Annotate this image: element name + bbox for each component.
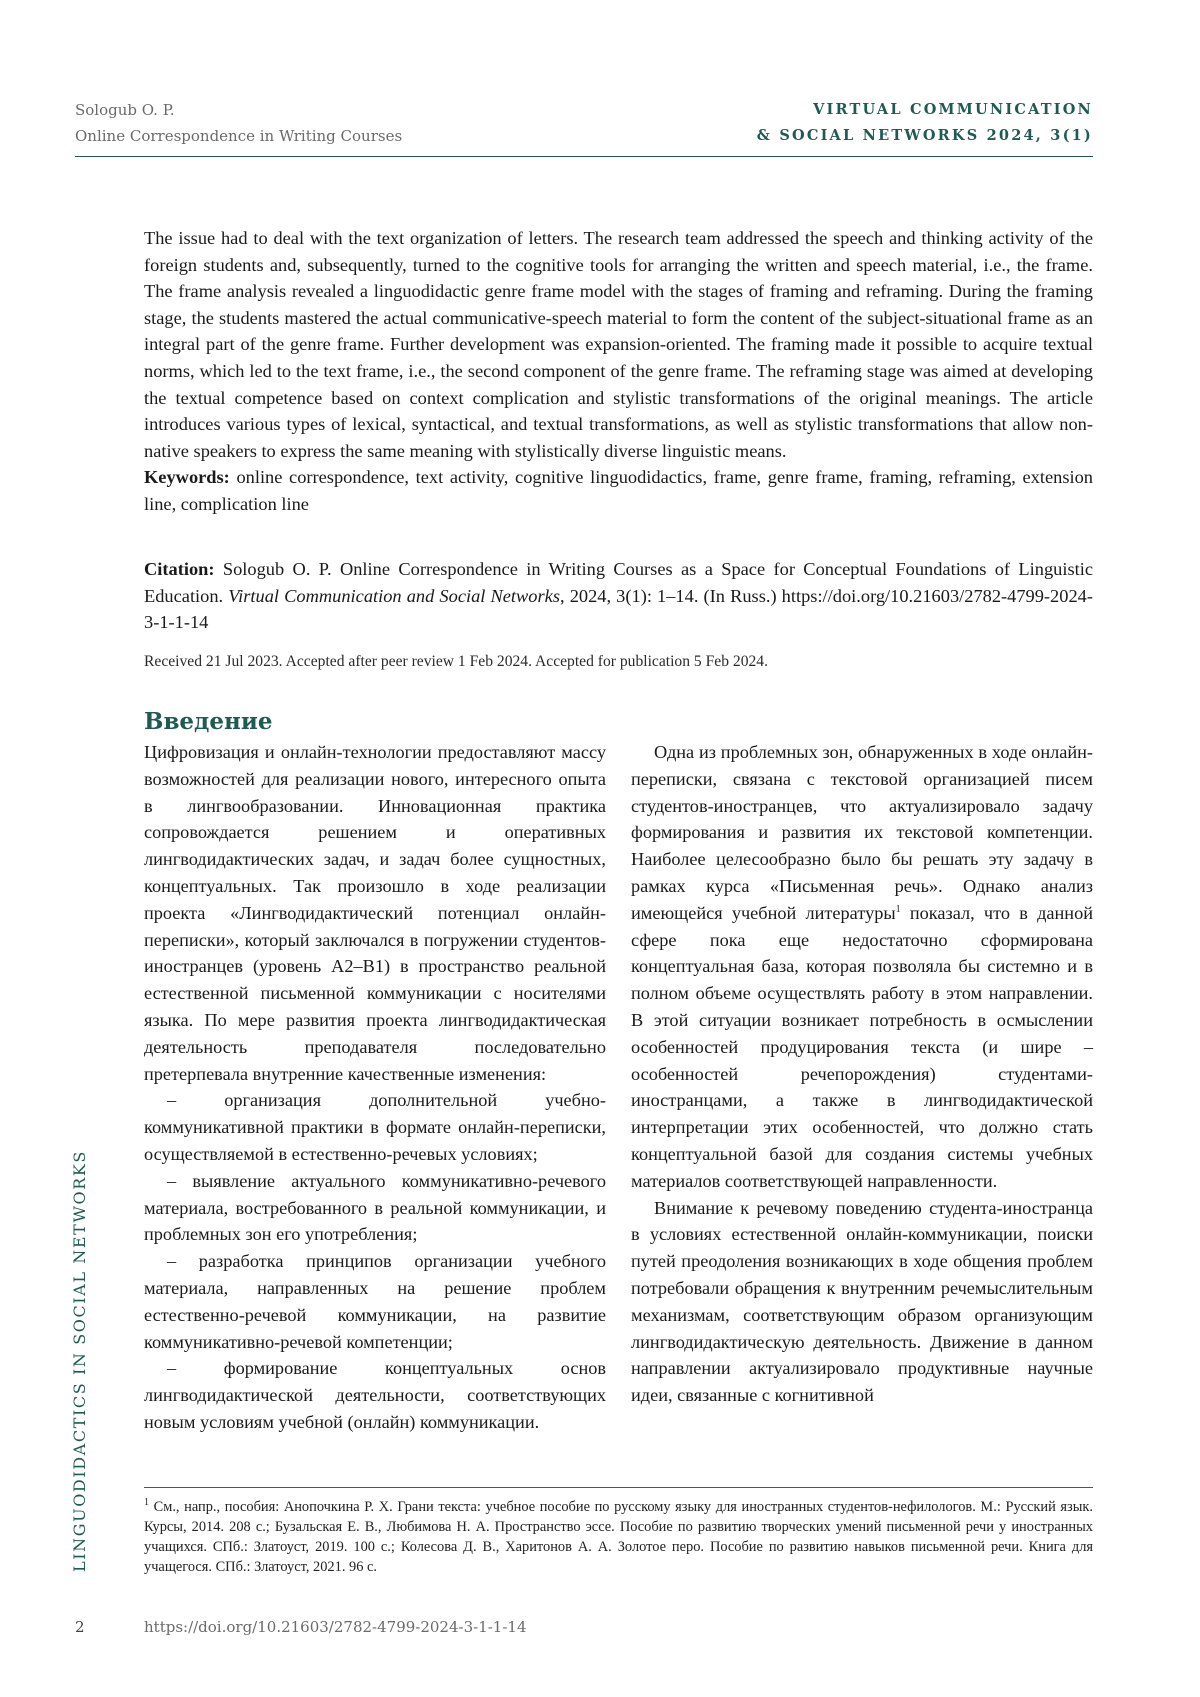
paragraph: Внимание к речевому поведению студента-иностранца в условиях естественной онлайн-коммуникации, поиски путей преодоления возникающих в ходе общения проблем потребовали обращения к внутренним речемыслительным механизмам, соответствующим образом организующим лингводидактическую деятельность. Движение в данном направлении актуализировало продуктивные научные идеи, связанные с когнитивной [631, 1197, 1093, 1406]
list-item: – разработка принципов организации учебного материала, направленных на решение проблем естественно-речевой коммуникации, на развитие коммуникативно-речевой компетенции; [144, 1251, 606, 1352]
footnote [144, 1497, 1093, 1577]
right-column [631, 739, 1093, 1409]
header-divider [75, 156, 1093, 157]
footnote-divider [144, 1487, 1093, 1488]
intro-paragraph: Цифровизация и онлайн-технологии предоставляют массу возможностей для реализации нового, интересного опыта в лингвообразовании. Инновационная практика сопровождается решением и оперативных лингводидактических задач, и задач более сущностных, концептуальных. Так произошло в ходе реализации проекта «Лингводидактический потенциал онлайн-переписки», который заключался в погружении студентов-иностранцев (уровень А2–В1) в пространство реальной естественной письменной коммуникации с носителями языка. По мере развития проекта лингводидактическая деятельность преподавателя последовательно претерпевала внутренние качественные изменения: [144, 742, 606, 1084]
journal-header [757, 97, 1093, 149]
section-heading: Введение [144, 708, 273, 735]
list-item: – формирование концептуальных основ лингводидактической деятельности, соответствующих новым условиям учебной (онлайн) коммуникации. [144, 1358, 606, 1432]
journal-title-line1: VIRTUAL COMMUNICATION [813, 101, 1093, 118]
page-number: 2 [75, 1618, 85, 1636]
paragraph-text: Одна из проблемных зон, обнаруженных в ходе онлайн-переписки, связана с текстовой организацией писем студентов-иностранцев, что актуализировало задачу формирования и развития их текстовой компетенции. Наиболее целесообразно было бы решать эту задачу в рамках курса «Письменная речь». Однако анализ имеющейся учебной литературы [631, 742, 1093, 923]
header-author: Sologub O. P. [75, 101, 175, 119]
keywords-label: Keywords: [144, 467, 230, 488]
footnote-reference[interactable]: 1 [895, 903, 901, 915]
keywords-text: online correspondence, text activity, cognitive linguodidactics, frame, genre frame, framing, reframing, extension line, complication line [144, 467, 1093, 514]
citation-text-after: , 2024, 3(1): 1–14. (In Russ.) https://doi.org/10.21603/2782-4799-2024-3-1-1-14 [144, 585, 1093, 633]
paragraph [631, 739, 1093, 1195]
left-column [144, 739, 606, 1436]
abstract [144, 225, 1093, 518]
citation-journal: Virtual Communication and Social Networks [228, 585, 560, 606]
section-side-label: LINGUODIDACTICS IN SOCIAL NETWORKS [70, 1150, 89, 1572]
abstract-text: The issue had to deal with the text organization of letters. The research team addressed the speech and thinking activity of the foreign students and, subsequently, turned to the cognitive tools for arranging the written and speech material, i.e., the frame. The frame analysis revealed a linguodidactic genre frame model with the stages of framing and reframing. During the framing stage, the students mastered the actual communicative-speech material to form the content of the subject-situational frame as an integral part of the genre frame. Further development was expansion-oriented. The framing made it possible to acquire textual norms, which led to the text frame, i.e., the second component of the genre frame. The reframing stage was aimed at developing the textual competence based on context complication and stylistic transformations of the original meanings. The article introduces various types of lexical, syntactical, and textual transformations, as well as stylistic transformations that allow non-native speakers to express the same meaning with stylistically diverse linguistic means. [144, 228, 1093, 461]
footnote-number: 1 [144, 1497, 149, 1509]
citation-text-before: Sologub O. P. Online Correspondence in Writing Courses as a Space for Conceptual Foundations of Linguistic Education. [144, 559, 1093, 606]
received-dates: Received 21 Jul 2023. Accepted after peer review 1 Feb 2024. Accepted for publication 5 Feb 2024. [144, 653, 768, 670]
doi-link[interactable]: https://doi.org/10.21603/2782-4799-2024-3-1-1-14 [144, 1618, 527, 1636]
running-header-left [75, 97, 402, 149]
citation [144, 556, 1093, 636]
footnote-text: См., напр., пособия: Анопочкина Р. Х. Грани текста: учебное пособие по русскому языку для иностранных студентов-нефилологов. М.: Русский язык. Курсы, 2014. 208 с.; Бузальская Е. В., Любимова Н. А. Пространство эссе. Пособие по развитию творческих умений письменной речи у иностранных учащихся. СПб.: Златоуст, 2019. 100 с.; Колесова Д. В., Харитонов А. А. Золотое перо. Пособие по развитию навыков письменной речи. Книга для учащегося. СПб.: Златоуст, 2021. 96 с. [144, 1499, 1093, 1575]
list-item: – выявление актуального коммуникативно-речевого материала, востребованного в реальной коммуникации, и проблемных зон его употребления; [144, 1170, 606, 1245]
header-short-title: Online Correspondence in Writing Courses [75, 127, 403, 145]
journal-title-line2: & SOCIAL NETWORKS 2024, 3(1) [756, 127, 1093, 144]
keywords [144, 464, 1093, 517]
list-item: – организация дополнительной учебно-коммуникативной практики в формате онлайн-переписки, осуществляемой в естественно-речевых условиях; [144, 1090, 606, 1164]
paragraph-text: показал, что в данной сфере пока еще недостаточно сформирована концептуальная база, которая позволяла бы системно и в полном объеме осуществлять работу в этом направлении. В этой ситуации возникает потребность в осмыслении особенностей продуцирования текста (и шире – особенностей речепорождения) студентами-иностранцами, а также в лингводидактической интерпретации этих особенностей, что должно стать концептуальной базой для создания системы учебных материалов соответствующей направленности. [631, 902, 1093, 1191]
citation-label: Citation: [144, 559, 215, 579]
